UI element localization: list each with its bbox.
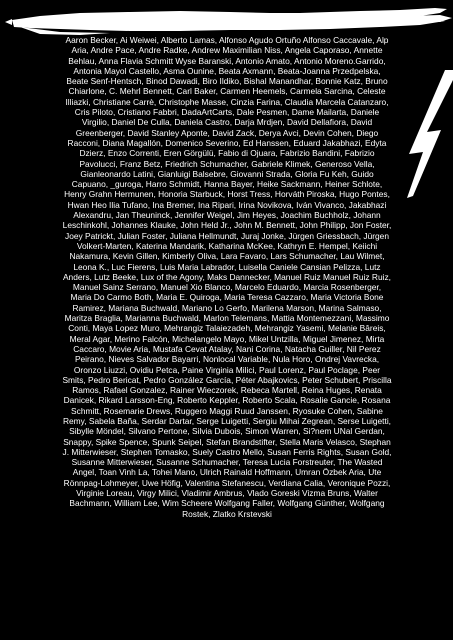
credits-name-list: Aaron Becker, Ai Weiwei, Alberto Lamas, Alfonso Agudo Ortuño Alfonso Caccavale, Alp Aria, Andre Pace, Andre Radke, Andrew Maximilian Niss, Angela Caporaso, Annette Behlau, Anna Flavia Schmitt Wyse Baranski, Antonio Amato, Antonio Moreno.Garrido, Antonia Mayol Castello, Asma Ounine, Beata Axmann, Beata-Joanna Przedpelska, Beate Senf-Hentsch, Binod Dawadi, Biro Ildiko, Bishal Manandhar, Bonnie Katz, Bruno Chiarlone, C. Mehrl Bennett, Carl Baker, Carmen Heemels, Carmela Sarcina, Celeste Illiazki, Christiane Carrè, Christophe Masse, Cinzia Farina, Claudia Marcela Catanzaro, Cris Piloto, Cristiano Fabbri, DadaArtCarts, Dale Pesmen, Dame Mailarta, Daniele Virgilio, Daniel De Culla, Daniela Castro, Darja Mrdjen, David Dellafiora, David Greenberger, David Stanley Aponte, David Zack, Derya Avci, Devin Cohen, Diego Racconi, Diana Magallón, Domenico Severino, Ed Hanssen, Eduard Jakabhazi, Edyta Dzierz, Enzo Correnti, Eren Görgülü, Fabio di Ojuara, Fabrizio Bandini, Fabrizio Pavolucci, Franz Betz, Friedrich Schumacher, Gabriele Klimek, Generoso Vella, Gianleonardo Latini, Gianluigi Balsebre, Giovanni Strada, Gloria Fu Keh, Guido Capuano, _guroga, Harro Schmidt, Hanna Bayer, Heike Sackmann, Heiner Schlote, Henry Grahn Hermunen, Honoria Starbuck, Horst Tress, Horváth Piroska, Hugo Pontes, Hwan Heo Ilia Tufano, Ina Bremer, Ina Ripari, Irina Novikova, Iván Vivanco, Jakabhazi Alexandru, Jan Theuninck, Jennifer Weigel, Jim Heyes, Joachim Buchholz, Johann Leschinkohl, Johannes Klauke, John Held Jr., John M. Bennett, John Philipp, Jon Foster, Joey Patrickt, Julian Foster, Juliana Hellmundt, Juraj Jonke, Jürgen Griessbach, Jürgen Volkert-Marten, Katerina Mandarik, Katharina McKee, Kathryn E. Hempel, Keiichi Nakamura, Kevin Gillen, Kimberly Oliva, Lara Favaro, Lars Schumacher, Lau Wilmet, Leona K., Luc Fierens, Luis Maria Labrador, Luisella Caniele Cansian Pelizza, Lutz Anders, Lutz Beeke, Lux of the Agony, Maks Dannecker, Manuel Ruiz Manuel Ruiz Ruiz, Manuel Sainz Serrano, Manuel Xio Blanco, Marcelo Eduardo, Marcia Rosenberger, Maria Do Carmo Both, Maria E. Quiroga, Maria Teresa Cazzaro, Maria Victoria Bone Ramirez, Mariana Buchwald, Mariano Lo Gerfo, Marilena Marson, Marina Salmaso, Maritza Braglia, Marianna Buchwald, Marlon Telemans, Mattia Montemezzani, Massimo Conti, Maya Lopez Muro, Mehrangiz Talaiezadeh, Mehrangiz Yasemi, Melanie Bâreis, Meral Agar, Merino Falcón, Michelangelo Mayo, Mikel Untzilla, Miguel Jimenez, Mirta Caccaro, Movie Aria, Mustafa Cevat Atalay, Nani Corina, Natacha Guiller, Nil Perez Peirano, Nieves Salvador Bayarri, Nonlocal Variable, Nula Horo, Ondrej Vavrecka, Oronzo Liuzzi, Ovidiu Petca, Paine Virginia Milici, Paul Lorenz, Paul Poclage, Peer Smits, Pedro Bericat, Pedro González García, Péter Abajkovics, Peter Schubert, Priscilla Ramos, Rafael Gonzalez, Rainer Wieczorek, Rebeca Martell, Reina Huges, Renata Danicek, Rikard Larsson-Eng, Roberto Keppler, Roberto Scala, Rosalie Gancie, Rosana Schmitt, Rosemarie Drews, Ruggero Maggi Ruud Janssen, Ryosuke Cohen, Sabine Remy, Sabela Baña, Serdar Dartar, Serge Luigetti, Sergiu Mihai Zegrean, Serse Luigetti, Sibylle Möndel, Silvano Pertone, Silvia Dubois, Simon Warren, Si?nem UNal Gerdan, Snappy, Spike Spence, Spunk Seipel, Stefan Brandstifter, Stella Maris Velasco, Stephan J. Mitterwieser, Stephen Tomasko, Suely Castro Mello, Susan Ferris Rights, Susan Gold, Susanne Mitterwieser, Susanne Schumacher, Teresa Lucia Forstreuter, The Wasted Angel, Toan Vinh La, Tohei Mano, Ulrich Rainald Hoffmann, Umran Özbek Aria, Ute Rönnpag-Lohmeyer, Uwe Höfig, Valentina Stefanescu, Verdiana Calia, Veronique Pozzi, Virginie Loreau, Virgy Milici, Vladimir Ambrus, Vlado Goreski Vizma Bruns, Walter Bachmann, William Lee, Wim Scheere Wolfgang Faller, Wolfgang Günther, Wolfgang Rostek, Zlatko Krstevski: [62, 35, 392, 519]
lightning-bolt-icon: [383, 70, 453, 200]
paint-stroke-icon: [0, 0, 453, 40]
